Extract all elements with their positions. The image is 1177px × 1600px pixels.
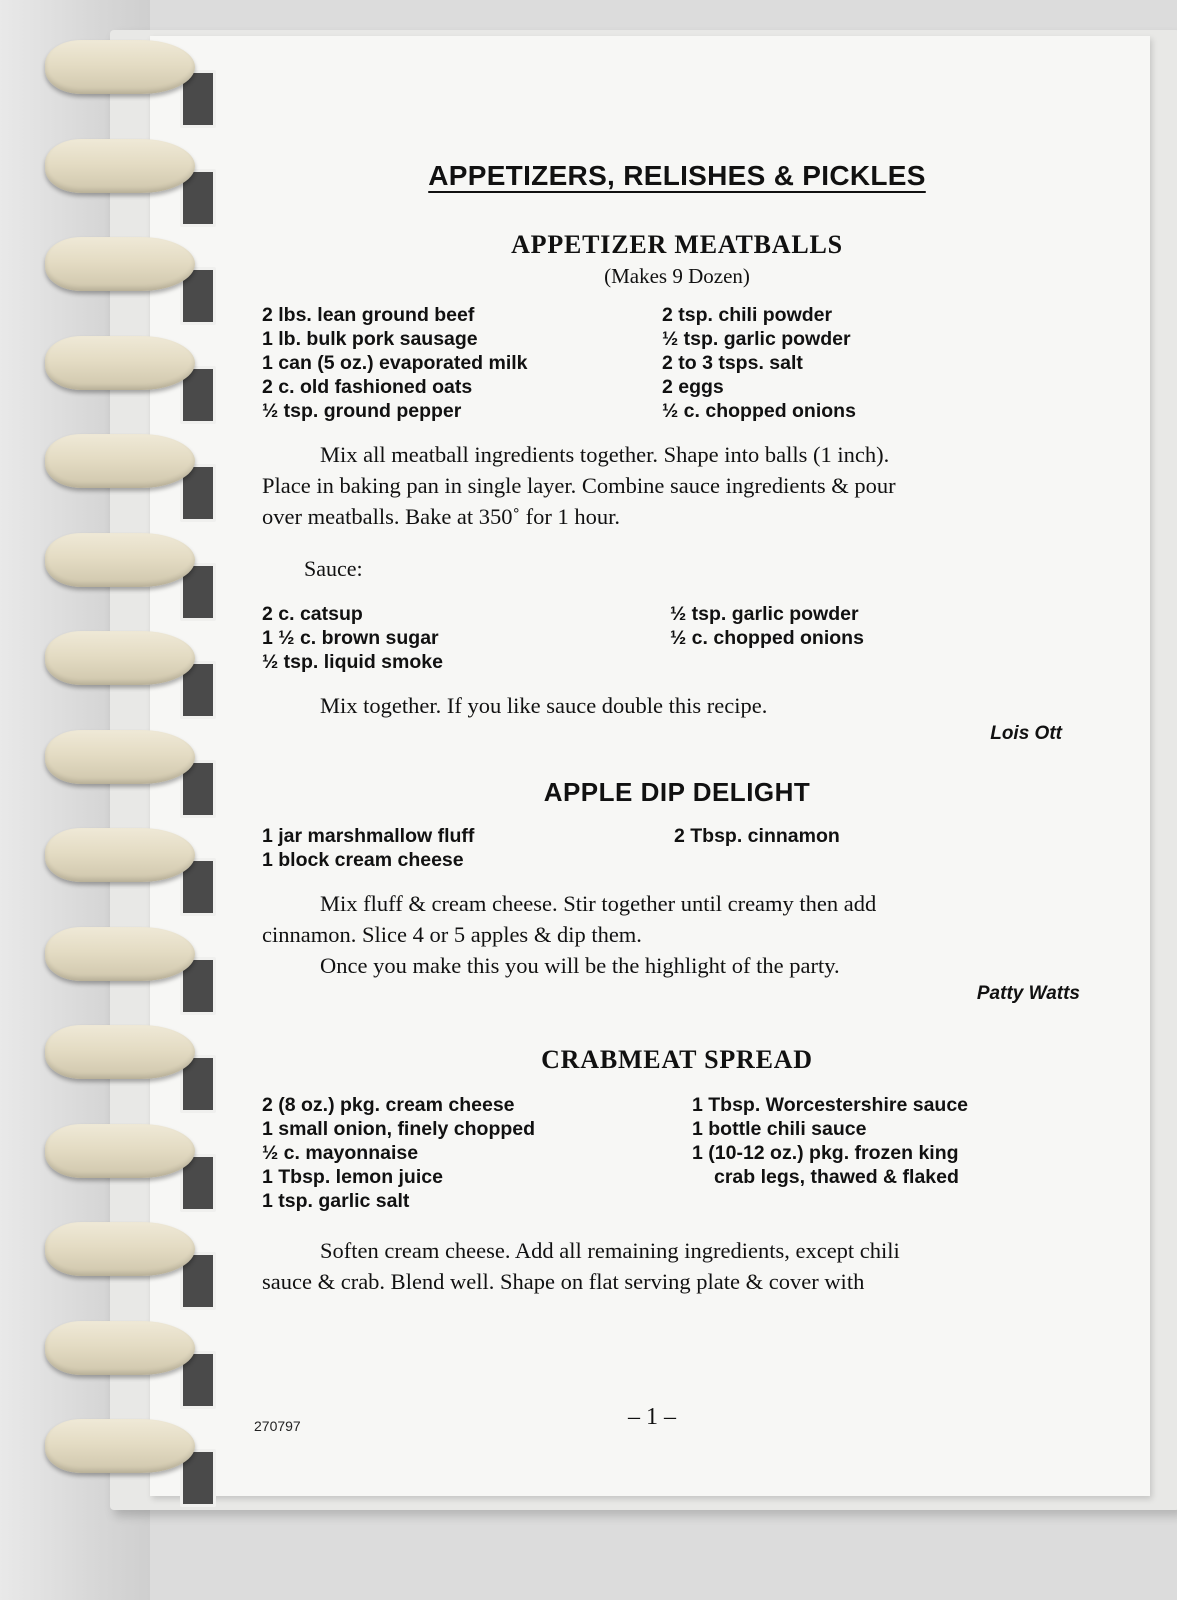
recipe-title: APPLE DIP DELIGHT xyxy=(543,777,811,807)
directions-line: sauce & crab. Blend well. Shape on flat serving plate & cover with xyxy=(262,1269,865,1294)
sauce-label: Sauce: xyxy=(304,556,363,581)
page-number: – 1 – xyxy=(628,1404,676,1430)
ingredient: ½ c. mayonnaise xyxy=(262,1142,419,1164)
ingredient: 1 ½ c. brown sugar xyxy=(262,627,439,649)
page-content xyxy=(262,160,1080,1297)
directions-line: Place in baking pan in single layer. Combine sauce ingredients & pour xyxy=(262,473,896,498)
recipe-author: Lois Ott xyxy=(990,723,1062,744)
ingredient: 2 to 3 tsps. salt xyxy=(662,352,803,374)
recipe-crabmeat-spread xyxy=(262,1045,1062,1297)
ingredient: 1 bottle chili sauce xyxy=(692,1118,867,1140)
ingredient: 1 jar marshmallow fluff xyxy=(262,825,475,847)
directions-line: Mix fluff & cream cheese. Stir together until creamy then add xyxy=(320,891,877,916)
binding-coil xyxy=(45,237,195,291)
binding-coil xyxy=(45,1222,195,1276)
ingredient: ½ tsp. garlic powder xyxy=(662,328,851,350)
sauce-ingredient-list xyxy=(262,602,1062,674)
binding-coil xyxy=(45,1321,195,1375)
ingredient: crab legs, thawed & flaked xyxy=(714,1166,959,1188)
binding-coil xyxy=(45,336,195,390)
directions-line: over meatballs. Bake at 350˚ for 1 hour. xyxy=(262,504,621,529)
recipe-directions xyxy=(262,1235,1062,1297)
binding-coil xyxy=(45,533,195,587)
directions-line: Once you make this you will be the highlight of the party. xyxy=(320,953,840,978)
ingredient: 1 lb. bulk pork sausage xyxy=(262,328,478,350)
ingredient: 2 (8 oz.) pkg. cream cheese xyxy=(262,1094,515,1116)
ingredient-list xyxy=(262,824,1062,872)
ingredient: 2 Tbsp. cinnamon xyxy=(674,825,840,847)
binding-coil xyxy=(45,927,195,981)
directions-line: Mix all meatball ingredients together. Shape into balls (1 inch). xyxy=(320,442,890,467)
ingredient: ½ tsp. liquid smoke xyxy=(262,651,443,673)
directions-line: cinnamon. Slice 4 or 5 apples & dip them. xyxy=(262,922,642,947)
ingredient: ½ tsp. garlic powder xyxy=(670,603,859,625)
ingredient-list xyxy=(262,303,1062,423)
recipe-directions xyxy=(262,439,1062,532)
ingredient: 2 eggs xyxy=(662,376,724,398)
recipe-directions xyxy=(262,888,1062,981)
recipe-title: CRABMEAT SPREAD xyxy=(541,1045,813,1074)
ingredient: ½ c. chopped onions xyxy=(670,627,864,649)
ingredient: ½ tsp. ground pepper xyxy=(262,400,462,422)
sauce-directions: Mix together. If you like sauce double this recipe. xyxy=(320,693,768,718)
ingredient: 1 Tbsp. lemon juice xyxy=(262,1166,443,1188)
binding-coil xyxy=(45,1025,195,1079)
section-title: APPETIZERS, RELISHES & PICKLES xyxy=(428,160,926,191)
binding-coil xyxy=(45,139,195,193)
footer-code: 270797 xyxy=(254,1418,301,1434)
ingredient: 2 lbs. lean ground beef xyxy=(262,304,475,326)
recipe-apple-dip-delight xyxy=(262,777,1080,1005)
ingredient: 1 (10-12 oz.) pkg. frozen king xyxy=(692,1142,959,1164)
binding-coil xyxy=(45,730,195,784)
ingredient: 1 block cream cheese xyxy=(262,849,464,871)
ingredient: 2 c. old fashioned oats xyxy=(262,376,473,398)
ingredient: 1 tsp. garlic salt xyxy=(262,1190,410,1212)
ingredient: ½ c. chopped onions xyxy=(662,400,856,422)
recipe-title: APPETIZER MEATBALLS xyxy=(511,230,843,259)
directions-line: Soften cream cheese. Add all remaining ingredients, except chili xyxy=(320,1238,900,1263)
binding-coil xyxy=(45,40,195,94)
binding-coil xyxy=(45,1419,195,1473)
binding-coil xyxy=(45,631,195,685)
ingredient: 1 small onion, finely chopped xyxy=(262,1118,536,1140)
ingredient-list xyxy=(262,1093,1062,1213)
ingredient: 1 Tbsp. Worcestershire sauce xyxy=(692,1094,969,1116)
recipe-author: Patty Watts xyxy=(976,983,1080,1004)
binding-coil xyxy=(45,434,195,488)
binding-coil xyxy=(45,1124,195,1178)
recipe-appetizer-meatballs xyxy=(262,230,1062,745)
ingredient: 2 tsp. chili powder xyxy=(662,304,833,326)
binding-coil xyxy=(45,828,195,882)
ingredient: 1 can (5 oz.) evaporated milk xyxy=(262,352,528,374)
ingredient: 2 c. catsup xyxy=(262,603,363,625)
recipe-yield: (Makes 9 Dozen) xyxy=(604,264,750,288)
